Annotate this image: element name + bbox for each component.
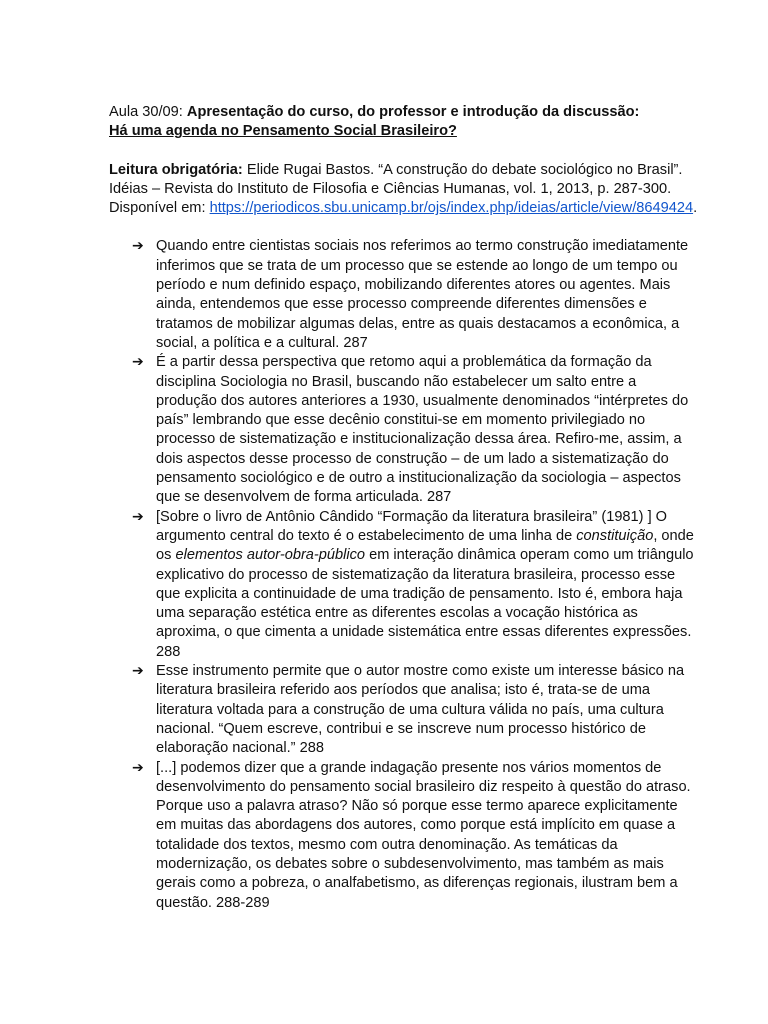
- required-reading: [109, 161, 699, 219]
- arrow-bullet-icon: ➔: [132, 759, 144, 776]
- arrow-bullet-icon: ➔: [132, 238, 144, 255]
- list-item: [109, 353, 699, 507]
- quote-text: Esse instrumento permite que o autor mostre como existe um interesse básico na literatura brasileira referido aos períodos que analisa; isto é, trata-se de uma literatura voltada para a construção de uma cultura válida no país, uma cultura nacional. “Quem escreve, contribui e se inscreve num processo histórico de elaboração nacional.” 288: [156, 663, 685, 757]
- arrow-bullet-icon: ➔: [132, 354, 144, 371]
- quote-text-part: em interação dinâmica operam como um triângulo explicativo do processo de sistematização da literatura brasileira, processo esse que explicita a continuidade de uma tradição de pensamento. Isto é, embora haja uma separação estética entre as diferentes escolas a vocação histórica as aproxima, o que cimenta a unidade sistemática entre essas diferentes expressões. 288: [156, 547, 694, 660]
- arrow-bullet-icon: ➔: [132, 508, 144, 525]
- list-item: [109, 759, 699, 913]
- quote-text: É a partir dessa perspectiva que retomo aqui a problemática da formação da disciplina Sociologia no Brasil, buscando não estabelecer um salto entre a produção dos autores anteriores a 1930, usualmente denominados “intérpretes do país” lembrando que esse decênio constitui-se em momento privilegiado no processo de sistematização e institucionalização dessa área. Refiro-me, assim, a dois aspectos desse processo de construção – de um lado a sistematização do pensamento sociológico e de outro a institucionalização da sociologia – aspectos que se desenvolvem de forma articulada. 287: [156, 354, 689, 506]
- lesson-subtitle: Há uma agenda no Pensamento Social Brasileiro?: [109, 123, 457, 140]
- list-item: [109, 237, 699, 353]
- lesson-title: Apresentação do curso, do professor e introdução da discussão:: [186, 104, 640, 120]
- quote-text-part: [Sobre o livro de Antônio Cândido “Formação da literatura brasileira” (1981) ] O argumento central do texto é o estabelecimento de uma linha de: [156, 508, 668, 544]
- italic-term: constituição: [576, 527, 654, 544]
- quote-text-part: , onde os: [156, 527, 694, 564]
- italic-term: elementos autor-obra-público: [175, 547, 366, 564]
- reading-label: Leitura obrigatória:: [109, 161, 243, 178]
- reading-period: .: [693, 200, 698, 217]
- arrow-bullet-icon: ➔: [132, 663, 144, 680]
- lesson-heading: [109, 103, 699, 142]
- quote-text: [...] podemos dizer que a grande indagação presente nos vários momentos de desenvolvimento do pensamento social brasileiro diz respeito à questão do atraso. Porque uso a palavra atraso? Não só porque esse termo aparece explicitamente em muitas das abordagens dos autores, como porque está implícito em quase a totalidade dos textos, mesmo com outra denominação. As temáticas da modernização, os debates sobre o subdesenvolvimento, mas também as mais gerais como a pobreza, o analfabetismo, as diferenças regionais, ilustram bem a questão. 288-289: [156, 759, 691, 911]
- reading-citation: Elide Rugai Bastos. “A construção do debate sociológico no Brasil”. Idéias – Revista do Instituto de Filosofia e Ciências Humanas, vol. 1, 2013, p. 287-300. Disponível em:: [109, 161, 683, 217]
- lesson-date: Aula 30/09:: [109, 104, 187, 120]
- document-body: [109, 103, 699, 913]
- reading-link[interactable]: https://periodicos.sbu.unicamp.br/ojs/index.php/ideias/article/view/8649424: [209, 200, 694, 217]
- quote-text: [156, 509, 694, 660]
- list-item: [109, 508, 699, 662]
- quote-list: [109, 237, 699, 912]
- quote-text: Quando entre cientistas sociais nos referimos ao termo construção imediatamente inferimos que se trata de um processo que se estende ao longo de um tempo ou período e num definido espaço, mobilizando diferentes atores ou agentes. Mais ainda, entendemos que esse processo compreende diferentes dimensões e tratamos de mobilizar algumas delas, entre as quais destacamos a econômica, a social, a política e a cultural. 287: [156, 238, 689, 351]
- list-item: [109, 662, 699, 758]
